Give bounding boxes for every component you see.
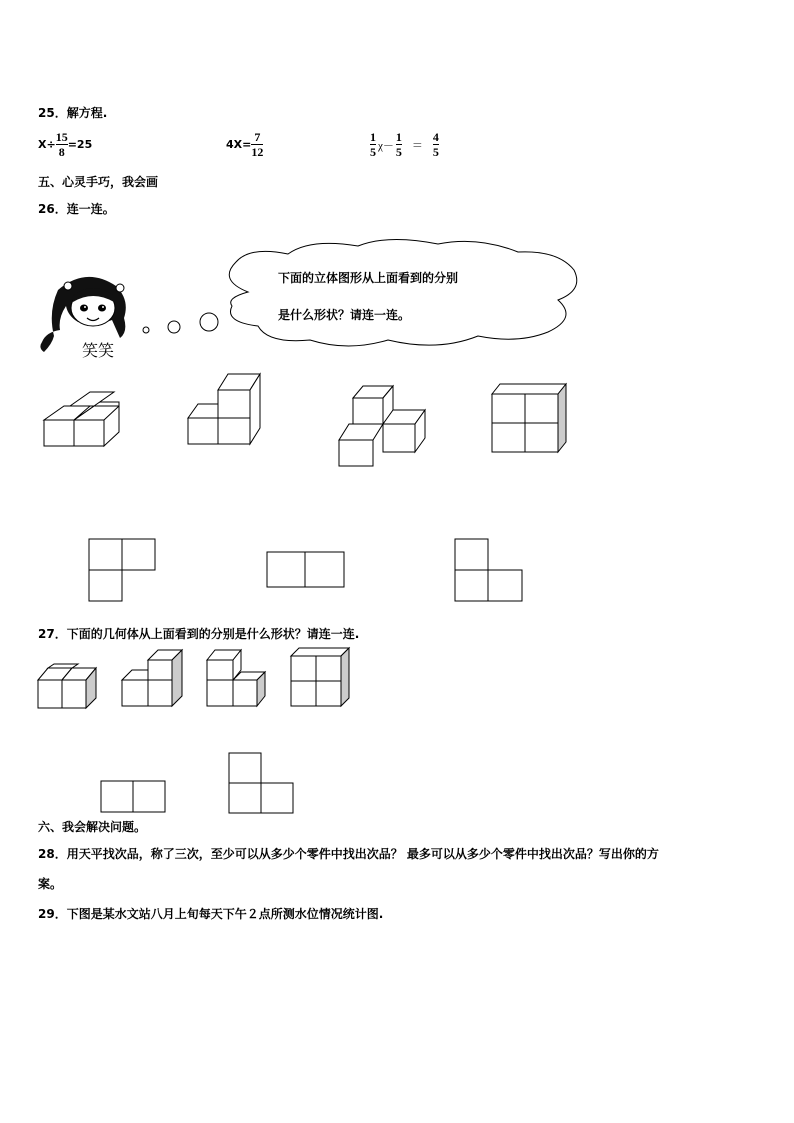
top-view-b	[266, 551, 348, 591]
girl-name: 笑笑	[82, 341, 115, 360]
q27-top-view-a	[100, 780, 168, 816]
q25-heading: 25．解方程.	[38, 106, 108, 120]
q27-solid-3	[205, 648, 267, 710]
fraction-7-12: $\frac{7}{12}$	[251, 130, 264, 159]
thought-line-2: 是什么形状？请连一连。	[278, 308, 411, 322]
q28-line-1: 28．用天平找次品，称了三次，至少可以从多少个零件中找出次品？ 最多可以从多少个零件中找出次品？写出你的方	[38, 847, 659, 861]
top-view-c	[454, 538, 526, 604]
section-6-heading: 六、我会解决问题。	[38, 820, 147, 834]
section-5-heading: 五、心灵手巧，我会画	[38, 175, 159, 189]
q27-top-view-b	[228, 752, 296, 816]
equation-2: 4X= $\frac{7}{12}$	[226, 130, 264, 159]
equation-3: $\frac{1}{5}$ χ－ $\frac{1}{5}$ ＝ $\frac{4}{5}$	[370, 130, 439, 159]
solid-2-cubes	[188, 374, 264, 446]
solid-1-cubes	[44, 392, 124, 448]
q26-heading: 26．连一连。	[38, 202, 115, 216]
equation-1: X÷ $\frac{15}{8}$ =25	[38, 130, 93, 159]
fraction-1-5-b: $\frac{1}{5}$	[395, 130, 402, 159]
solid-3-cubes	[339, 384, 427, 468]
fraction-4-5: $\frac{4}{5}$	[432, 130, 439, 159]
fraction-15-8: $\frac{15}{8}$	[55, 130, 68, 159]
fraction-1-5-a: $\frac{1}{5}$	[370, 130, 376, 159]
q27-solid-2	[122, 648, 184, 710]
solid-4-cubes	[492, 382, 568, 454]
q28-line-2: 案。	[38, 877, 63, 891]
top-view-a	[88, 538, 158, 604]
q29-text: 29．下图是某水文站八月上旬每天下午２点所测水位情况统计图.	[38, 907, 384, 921]
thought-dots	[140, 310, 220, 340]
q27-heading: 27．下面的几何体从上面看到的分别是什么形状？请连一连.	[38, 627, 360, 641]
q27-solid-1	[38, 664, 100, 710]
q27-solid-4	[289, 646, 353, 710]
thought-cloud	[218, 240, 580, 352]
thought-line-1: 下面的立体图形从上面看到的分别	[278, 271, 459, 285]
